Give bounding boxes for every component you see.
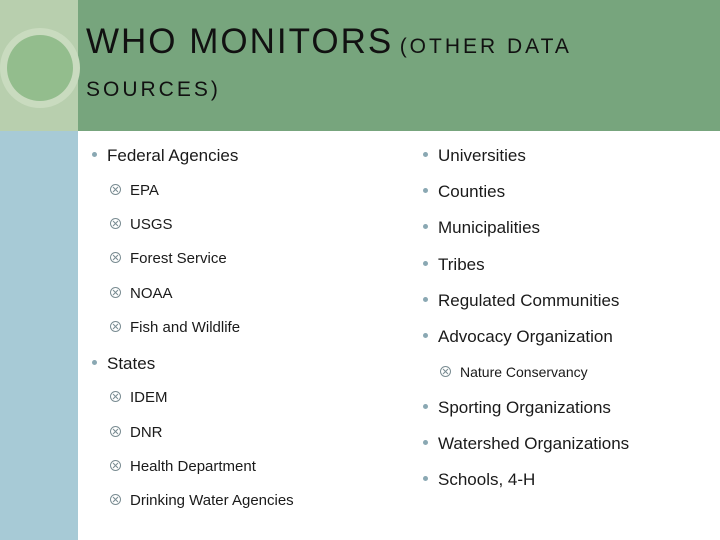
list-item: Health Department bbox=[110, 458, 256, 475]
list-item: Municipalities bbox=[423, 218, 540, 238]
bullet-icon bbox=[92, 152, 97, 157]
title-sub-line2: SOURCES) bbox=[86, 78, 221, 101]
list-item: Counties bbox=[423, 182, 505, 202]
list-item: Universities bbox=[423, 146, 526, 166]
list-item: Schools, 4-H bbox=[423, 470, 535, 490]
list-item-sub: Nature Conservancy bbox=[440, 364, 588, 380]
bullet-icon bbox=[92, 360, 97, 365]
bullet-icon bbox=[423, 404, 428, 409]
decorative-circle-inner bbox=[7, 35, 73, 101]
circle-x-bullet-icon bbox=[110, 252, 121, 263]
list-item: EPA bbox=[110, 182, 159, 199]
circle-x-bullet-icon bbox=[110, 218, 121, 229]
slide-title bbox=[86, 24, 686, 100]
list-item: Fish and Wildlife bbox=[110, 319, 240, 336]
list-item: Sporting Organizations bbox=[423, 398, 611, 418]
list-item: NOAA bbox=[110, 285, 173, 302]
left-strip-bottom bbox=[0, 131, 78, 540]
list-item: DNR bbox=[110, 424, 163, 441]
bullet-icon bbox=[423, 152, 428, 157]
bullet-icon bbox=[423, 333, 428, 338]
circle-x-bullet-icon bbox=[110, 426, 121, 437]
bullet-icon bbox=[423, 440, 428, 445]
list-item: Regulated Communities bbox=[423, 291, 619, 311]
circle-x-bullet-icon bbox=[110, 460, 121, 471]
bullet-icon bbox=[423, 261, 428, 266]
circle-x-bullet-icon bbox=[110, 287, 121, 298]
circle-x-bullet-icon bbox=[110, 494, 121, 505]
list-item: Drinking Water Agencies bbox=[110, 492, 294, 509]
circle-x-bullet-icon bbox=[110, 321, 121, 332]
list-item: Watershed Organizations bbox=[423, 434, 629, 454]
bullet-icon bbox=[423, 297, 428, 302]
bullet-icon bbox=[423, 188, 428, 193]
circle-x-bullet-icon bbox=[110, 391, 121, 402]
list-item-federal: Federal Agencies bbox=[92, 146, 238, 166]
title-main: WHO MONITORS bbox=[86, 22, 394, 61]
list-item: Advocacy Organization bbox=[423, 327, 613, 347]
list-item-states: States bbox=[92, 354, 155, 374]
list-item: Forest Service bbox=[110, 250, 227, 267]
circle-x-bullet-icon bbox=[110, 184, 121, 195]
list-item: USGS bbox=[110, 216, 173, 233]
list-item: IDEM bbox=[110, 389, 168, 406]
list-item: Tribes bbox=[423, 255, 485, 275]
title-sub: (OTHER DATA bbox=[399, 35, 572, 58]
circle-x-bullet-icon bbox=[440, 366, 451, 377]
bullet-icon bbox=[423, 476, 428, 481]
bullet-icon bbox=[423, 224, 428, 229]
